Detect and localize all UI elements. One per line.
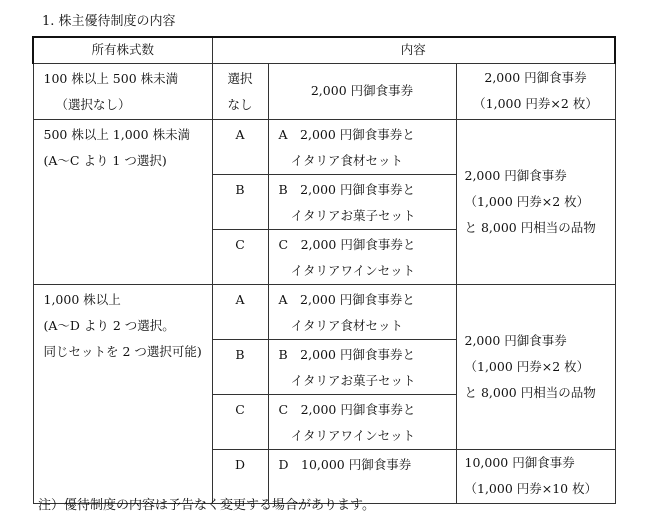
detail-line: イタリアお菓子セット (290, 207, 416, 223)
tier1-shares (33, 63, 212, 119)
tier2-value-line: （1,000 円券×2 枚） (464, 193, 590, 209)
detail-line: A 2,000 円御食事券と (278, 291, 415, 307)
tier3-shares-line: 1,000 株以上 (43, 291, 121, 307)
tier3-option-b: B (212, 339, 268, 394)
detail-line: イタリアお菓子セット (290, 372, 416, 388)
tier3-row-a (33, 284, 615, 339)
tier2-value-line: と 8,000 円相当の品物 (464, 219, 596, 235)
tier3-option-a: A (212, 284, 268, 339)
section-heading: 1. 株主優待制度の内容 (42, 14, 176, 29)
tier3-option-d: D (212, 449, 268, 503)
tier2-option-c: C (212, 229, 268, 284)
tier2-detail-b (268, 174, 456, 229)
tier3-value-d (456, 449, 615, 503)
tier1-option (212, 63, 268, 119)
detail-line: D 10,000 円御食事券 (278, 456, 412, 472)
tier1-shares-line: （選択なし） (55, 96, 131, 112)
tier3-detail-a (268, 284, 456, 339)
tier2-value (456, 119, 615, 284)
tier1-option-line: なし (227, 96, 253, 112)
tier3-shares-line: 同じセットを 2 つ選択可能) (43, 343, 202, 359)
tier3-detail-c (268, 394, 456, 449)
tier2-detail-a (268, 119, 456, 174)
tier2-option-b: B (212, 174, 268, 229)
tier1-value (456, 63, 615, 119)
tier2-shares-line: (A～C より 1 つ選択) (43, 152, 167, 168)
shareholder-benefits-table (32, 36, 616, 504)
tier1-option-line: 選択 (227, 70, 253, 86)
header-content: 内容 (212, 37, 615, 63)
tier3-value-line: （1,000 円券×2 枚） (464, 358, 590, 374)
detail-line: イタリア食材セット (290, 152, 404, 168)
detail-line: イタリア食材セット (290, 317, 404, 333)
detail-line: B 2,000 円御食事券と (278, 181, 415, 197)
tier3-detail-b (268, 339, 456, 394)
tier2-detail-c (268, 229, 456, 284)
tier3-value-d-line: 10,000 円御食事券 (464, 455, 575, 470)
tier2-row-a (33, 119, 615, 174)
tier3-value-d-line: （1,000 円券×10 枚） (464, 481, 598, 496)
tier1-detail: 2,000 円御食事券 (268, 63, 456, 119)
tier2-value-line: 2,000 円御食事券 (464, 167, 567, 183)
detail-line: イタリアワインセット (290, 427, 416, 443)
tier1-shares-line: 100 株以上 500 株未満 (43, 70, 179, 86)
tier3-shares (33, 284, 212, 503)
tier3-value-line: と 8,000 円相当の品物 (464, 384, 596, 400)
detail-line: B 2,000 円御食事券と (278, 346, 415, 362)
tier1-row (33, 63, 615, 119)
tier3-value (456, 284, 615, 449)
tier1-value-line: （1,000 円券×2 枚） (473, 96, 598, 111)
detail-line: イタリアワインセット (290, 262, 416, 278)
tier1-value-line: 2,000 円御食事券 (484, 70, 587, 85)
tier3-option-c: C (212, 394, 268, 449)
detail-line: A 2,000 円御食事券と (278, 126, 415, 142)
footnote: 注）優待制度の内容は予告なく変更する場合があります。 (38, 498, 375, 513)
tier2-option-a: A (212, 119, 268, 174)
tier3-value-line: 2,000 円御食事券 (464, 332, 567, 348)
detail-line: C 2,000 円御食事券と (278, 236, 416, 252)
table-header-row (33, 37, 615, 63)
tier3-shares-line: (A～D より 2 つ選択。 (43, 317, 175, 333)
header-shares: 所有株式数 (33, 37, 212, 63)
tier2-shares-line: 500 株以上 1,000 株未満 (43, 126, 191, 142)
tier2-shares (33, 119, 212, 284)
detail-line: C 2,000 円御食事券と (278, 401, 416, 417)
